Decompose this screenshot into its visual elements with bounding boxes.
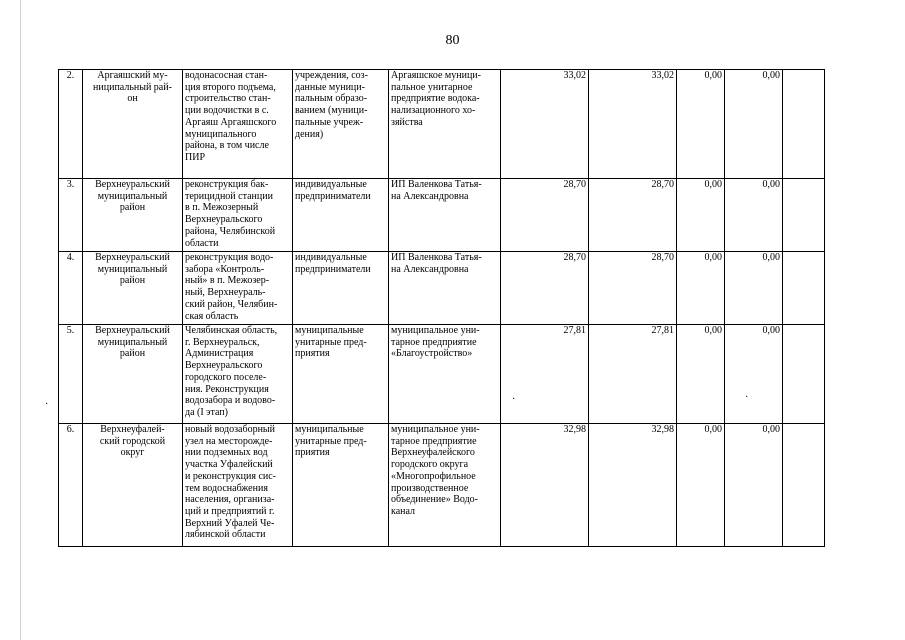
- org-type-cell: индивидуальные предприниматели: [293, 252, 389, 325]
- value-cell-3: 0,00: [677, 179, 725, 252]
- municipality-cell: Аргаяшский му- ниципальный рай- он: [83, 70, 183, 179]
- object-cell: Челябинская область, г. Верхнеуральск, Администрация Верхнеуральского городского поселе- ния. Реконструкция водозабора и водово- да (I этап): [183, 325, 293, 424]
- value-cell-4: 0,00: [725, 325, 783, 424]
- table-row: [59, 252, 825, 325]
- row-number: 2.: [59, 70, 83, 179]
- table-row: [59, 325, 825, 424]
- empty-cell: [783, 179, 825, 252]
- value-cell-4: 0,00: [725, 179, 783, 252]
- value-cell-4: 0,00: [725, 70, 783, 179]
- value-cell-2: 28,70: [589, 252, 677, 325]
- operator-cell: муниципальное уни- тарное предприятие Верхнеуфалейского городского округа «Многопрофильное производственное объединение» Водо- канал: [389, 424, 501, 547]
- row-number: 6.: [59, 424, 83, 547]
- empty-cell: [783, 325, 825, 424]
- page-number: 80: [445, 33, 460, 48]
- operator-cell: муниципальное уни- тарное предприятие «Благоустройство»: [389, 325, 501, 424]
- org-type-cell: учреждения, соз- данные муници- пальным образо- ванием (муници- пальные учреж- дения): [293, 70, 389, 179]
- value-cell-1: 28,70: [501, 252, 589, 325]
- municipality-cell: Верхнеуральский муниципальный район: [83, 179, 183, 252]
- table-row: [59, 70, 825, 179]
- municipality-cell: Верхнеуфалей- ский городской округ: [83, 424, 183, 547]
- empty-cell: [783, 70, 825, 179]
- scan-speck: ·: [745, 392, 749, 403]
- operator-cell: ИП Валенкова Татья- на Александровна: [389, 179, 501, 252]
- table-row: [59, 179, 825, 252]
- page-edge-line: [20, 0, 21, 640]
- value-cell-1: 28,70: [501, 179, 589, 252]
- value-cell-3: 0,00: [677, 70, 725, 179]
- value-cell-4: 0,00: [725, 424, 783, 547]
- value-cell-2: 28,70: [589, 179, 677, 252]
- row-number: 4.: [59, 252, 83, 325]
- value-cell-3: 0,00: [677, 325, 725, 424]
- scan-speck: ·: [512, 394, 516, 405]
- operator-cell: ИП Валенкова Татья- на Александровна: [389, 252, 501, 325]
- row-number: 5.: [59, 325, 83, 424]
- table-row: [59, 424, 825, 547]
- object-cell: новый водозаборный узел на месторожде- нии подземных вод участка Уфалейский и реконструкция сис- тем водоснабжения населения, организа- ций и предприятий г. Верхний Уфалей Че- лябинской области: [183, 424, 293, 547]
- value-cell-1: 27,81: [501, 325, 589, 424]
- value-cell-3: 0,00: [677, 424, 725, 547]
- value-cell-2: 33,02: [589, 70, 677, 179]
- value-cell-4: 0,00: [725, 252, 783, 325]
- org-type-cell: муниципальные унитарные пред- приятия: [293, 424, 389, 547]
- value-cell-2: 32,98: [589, 424, 677, 547]
- object-cell: водонасосная стан- ция второго подъема, строительство стан- ции водочистки в с. Аргаяш Аргаяшского муниципального района, в том числе ПИР: [183, 70, 293, 179]
- value-cell-1: 33,02: [501, 70, 589, 179]
- row-number: 3.: [59, 179, 83, 252]
- object-cell: реконструкция водо- забора «Контроль- ный» в п. Межозер- ный, Верхнеураль- ский район, Челябин- ская область: [183, 252, 293, 325]
- operator-cell: Аргаяшское муници- пальное унитарное предприятие водока- нализационного хо- зяйства: [389, 70, 501, 179]
- scan-speck: ·: [45, 399, 49, 410]
- value-cell-2: 27,81: [589, 325, 677, 424]
- org-type-cell: муниципальные унитарные пред- приятия: [293, 325, 389, 424]
- value-cell-3: 0,00: [677, 252, 725, 325]
- municipality-cell: Верхнеуральский муниципальный район: [83, 325, 183, 424]
- empty-cell: [783, 252, 825, 325]
- org-type-cell: индивидуальные предприниматели: [293, 179, 389, 252]
- empty-cell: [783, 424, 825, 547]
- value-cell-1: 32,98: [501, 424, 589, 547]
- municipality-cell: Верхнеуральский муниципальный район: [83, 252, 183, 325]
- object-cell: реконструкция бак- терицидной станции в п. Межозерный Верхнеуральского района, Челябинской области: [183, 179, 293, 252]
- data-table: [58, 69, 825, 547]
